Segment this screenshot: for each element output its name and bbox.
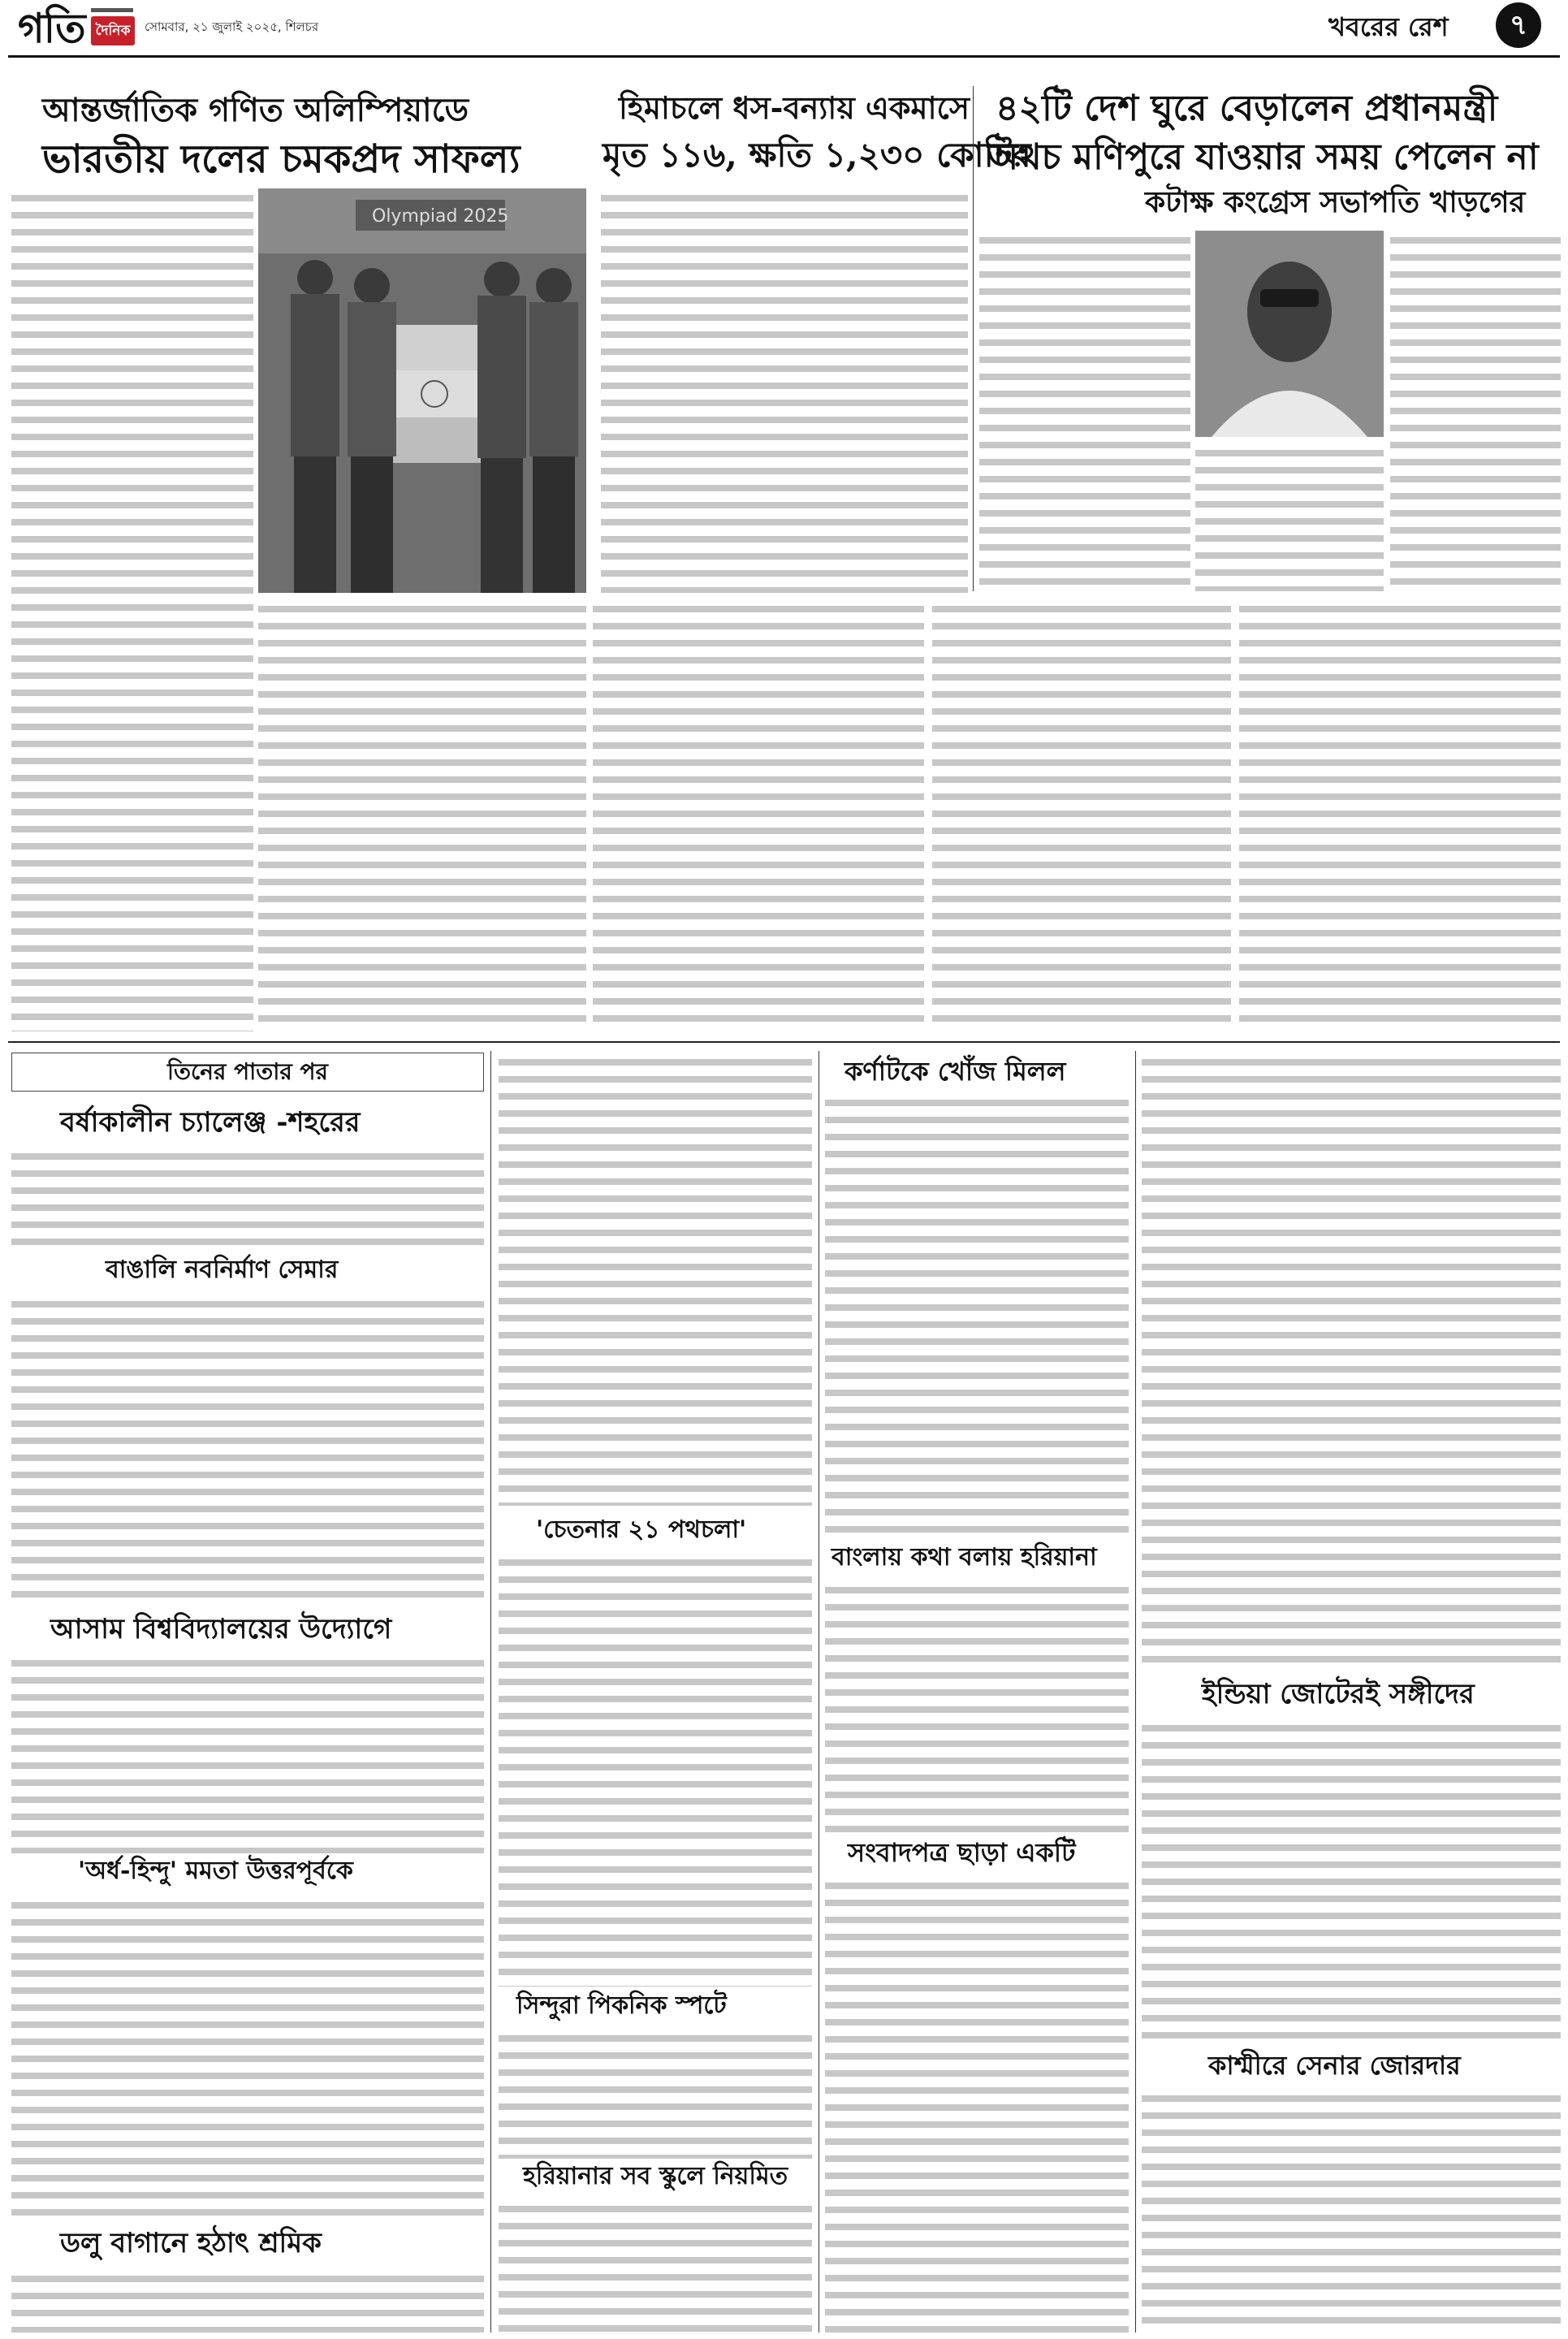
continued-heading: তিনের পাতার পর	[167, 1058, 328, 1085]
masthead	[0, 0, 1568, 54]
olympiad-headline-1: আন্তর্জাতিক গণিত অলিম্পিয়াডে	[42, 91, 469, 129]
pm-body-left	[979, 231, 1190, 591]
top-band-rule	[8, 1041, 1560, 1043]
continued-box	[11, 1053, 484, 1092]
india-bloc-headline: ইন্ডিয়া জোটেরই সঙ্গীদের	[1202, 1678, 1475, 1710]
team-photo-illustration	[258, 188, 586, 593]
partner-badge-text: দৈনিক	[95, 23, 131, 39]
olympiad-body-left	[11, 188, 253, 1031]
haryana-school-headline: হরিয়ানার সব স্কুলে নিয়মিত	[523, 2162, 788, 2190]
pm-headline-2: অথচ মণিপুরে যাওয়ার সময় পেলেন না	[987, 136, 1539, 178]
chetana-body	[499, 1553, 812, 1987]
kashmir-body	[1142, 2089, 1561, 2333]
olympiad-body-right	[593, 599, 924, 1031]
pm-body-right	[1390, 231, 1561, 591]
himachal-body	[601, 188, 968, 593]
col2-body-top	[499, 1053, 812, 1506]
sindura-headline: সিন্দুরা পিকনিক স্পটে	[516, 1991, 727, 2020]
page-number	[1496, 2, 1541, 48]
col1-rule	[490, 1051, 491, 2333]
assam-univ-headline: আসাম বিশ্ববিদ্যালয়ের উদ্যোগে	[50, 1613, 392, 1645]
col3-rule	[1135, 1051, 1136, 2333]
himachal-headline-1: হিমাচলে ধস-বন্যায় একমাসে	[619, 89, 970, 126]
karnataka-body	[825, 1093, 1129, 1537]
dolu-body	[11, 2269, 484, 2333]
newspaper-headline: সংবাদপত্র ছাড়া একটি	[848, 1837, 1076, 1868]
logo-tagline	[91, 8, 133, 12]
india-bloc-body	[1142, 1719, 1561, 2047]
bengali-seminar-body	[11, 1295, 484, 1606]
dateline: সোমবার, ২১ জুলাই ২০২৫, শিলচর	[145, 19, 319, 34]
kashmir-headline: কাশ্মীরে সেনার জোরদার	[1208, 2050, 1461, 2081]
photo-banner-text: Olympiad 2025	[372, 206, 509, 227]
ardha-hindu-headline: 'অর্ধ-হিন্দু' মমতা উত্তরপূর্বকে	[78, 1857, 353, 1885]
himachal-headline-2: মৃত ১১৬, ক্ষতি ১,২৩০ কোটির	[603, 135, 1031, 175]
pm-body-lower-right	[1239, 599, 1561, 1031]
bangla-haryana-body	[825, 1580, 1129, 1832]
portrait-illustration	[1195, 231, 1384, 437]
bengali-seminar-headline: বাঙালি নবনির্মাণ সেমার	[106, 1256, 339, 1284]
col4-body-top	[1142, 1053, 1561, 1668]
page-number-text: ৭	[1509, 9, 1528, 41]
dolu-headline: ডলু বাগানে হঠাৎ শ্রমিক	[60, 2227, 322, 2259]
assam-univ-body	[11, 1654, 484, 1853]
olympiad-body-mid	[258, 599, 586, 1031]
masthead-rule	[8, 55, 1560, 58]
sindura-body	[499, 2029, 812, 2159]
bangla-haryana-headline: বাংলায় কথা বলায় হরিয়ানা	[832, 1543, 1097, 1572]
himachal-right-rule	[973, 86, 974, 591]
partner-badge	[91, 16, 135, 45]
newspaper-body	[825, 1876, 1129, 2333]
chetana-headline: 'চেতনার ২১ পথচলা'	[536, 1515, 747, 1544]
section-name: খবরের রেশ	[1328, 11, 1449, 42]
karnataka-headline: কর্ণাটকে খোঁজ মিলল	[844, 1056, 1066, 1087]
pm-body-lower-left	[932, 599, 1231, 1031]
ardha-hindu-body	[11, 1896, 484, 2222]
pm-headline-1: ৪২টি দেশ ঘুরে বেড়ালেন প্রধানমন্ত্রী	[996, 88, 1498, 129]
monsoon-headline: বর্ষাকালীন চ্যালেঞ্জ -শহরের	[60, 1106, 361, 1139]
olympiad-headline-2: ভারতীয় দলের চমকপ্রদ সাফল্য	[42, 136, 521, 182]
paper-logo: গতি	[18, 4, 85, 52]
kharge-portrait	[1195, 231, 1384, 437]
olympiad-team-photo	[258, 188, 586, 593]
monsoon-body	[11, 1147, 484, 1251]
haryana-school-body	[499, 2199, 812, 2333]
pm-subheadline: কটাক্ষ কংগ্রেস সভাপতি খাড়গের	[1145, 185, 1526, 219]
pm-body-under-photo	[1195, 443, 1384, 591]
